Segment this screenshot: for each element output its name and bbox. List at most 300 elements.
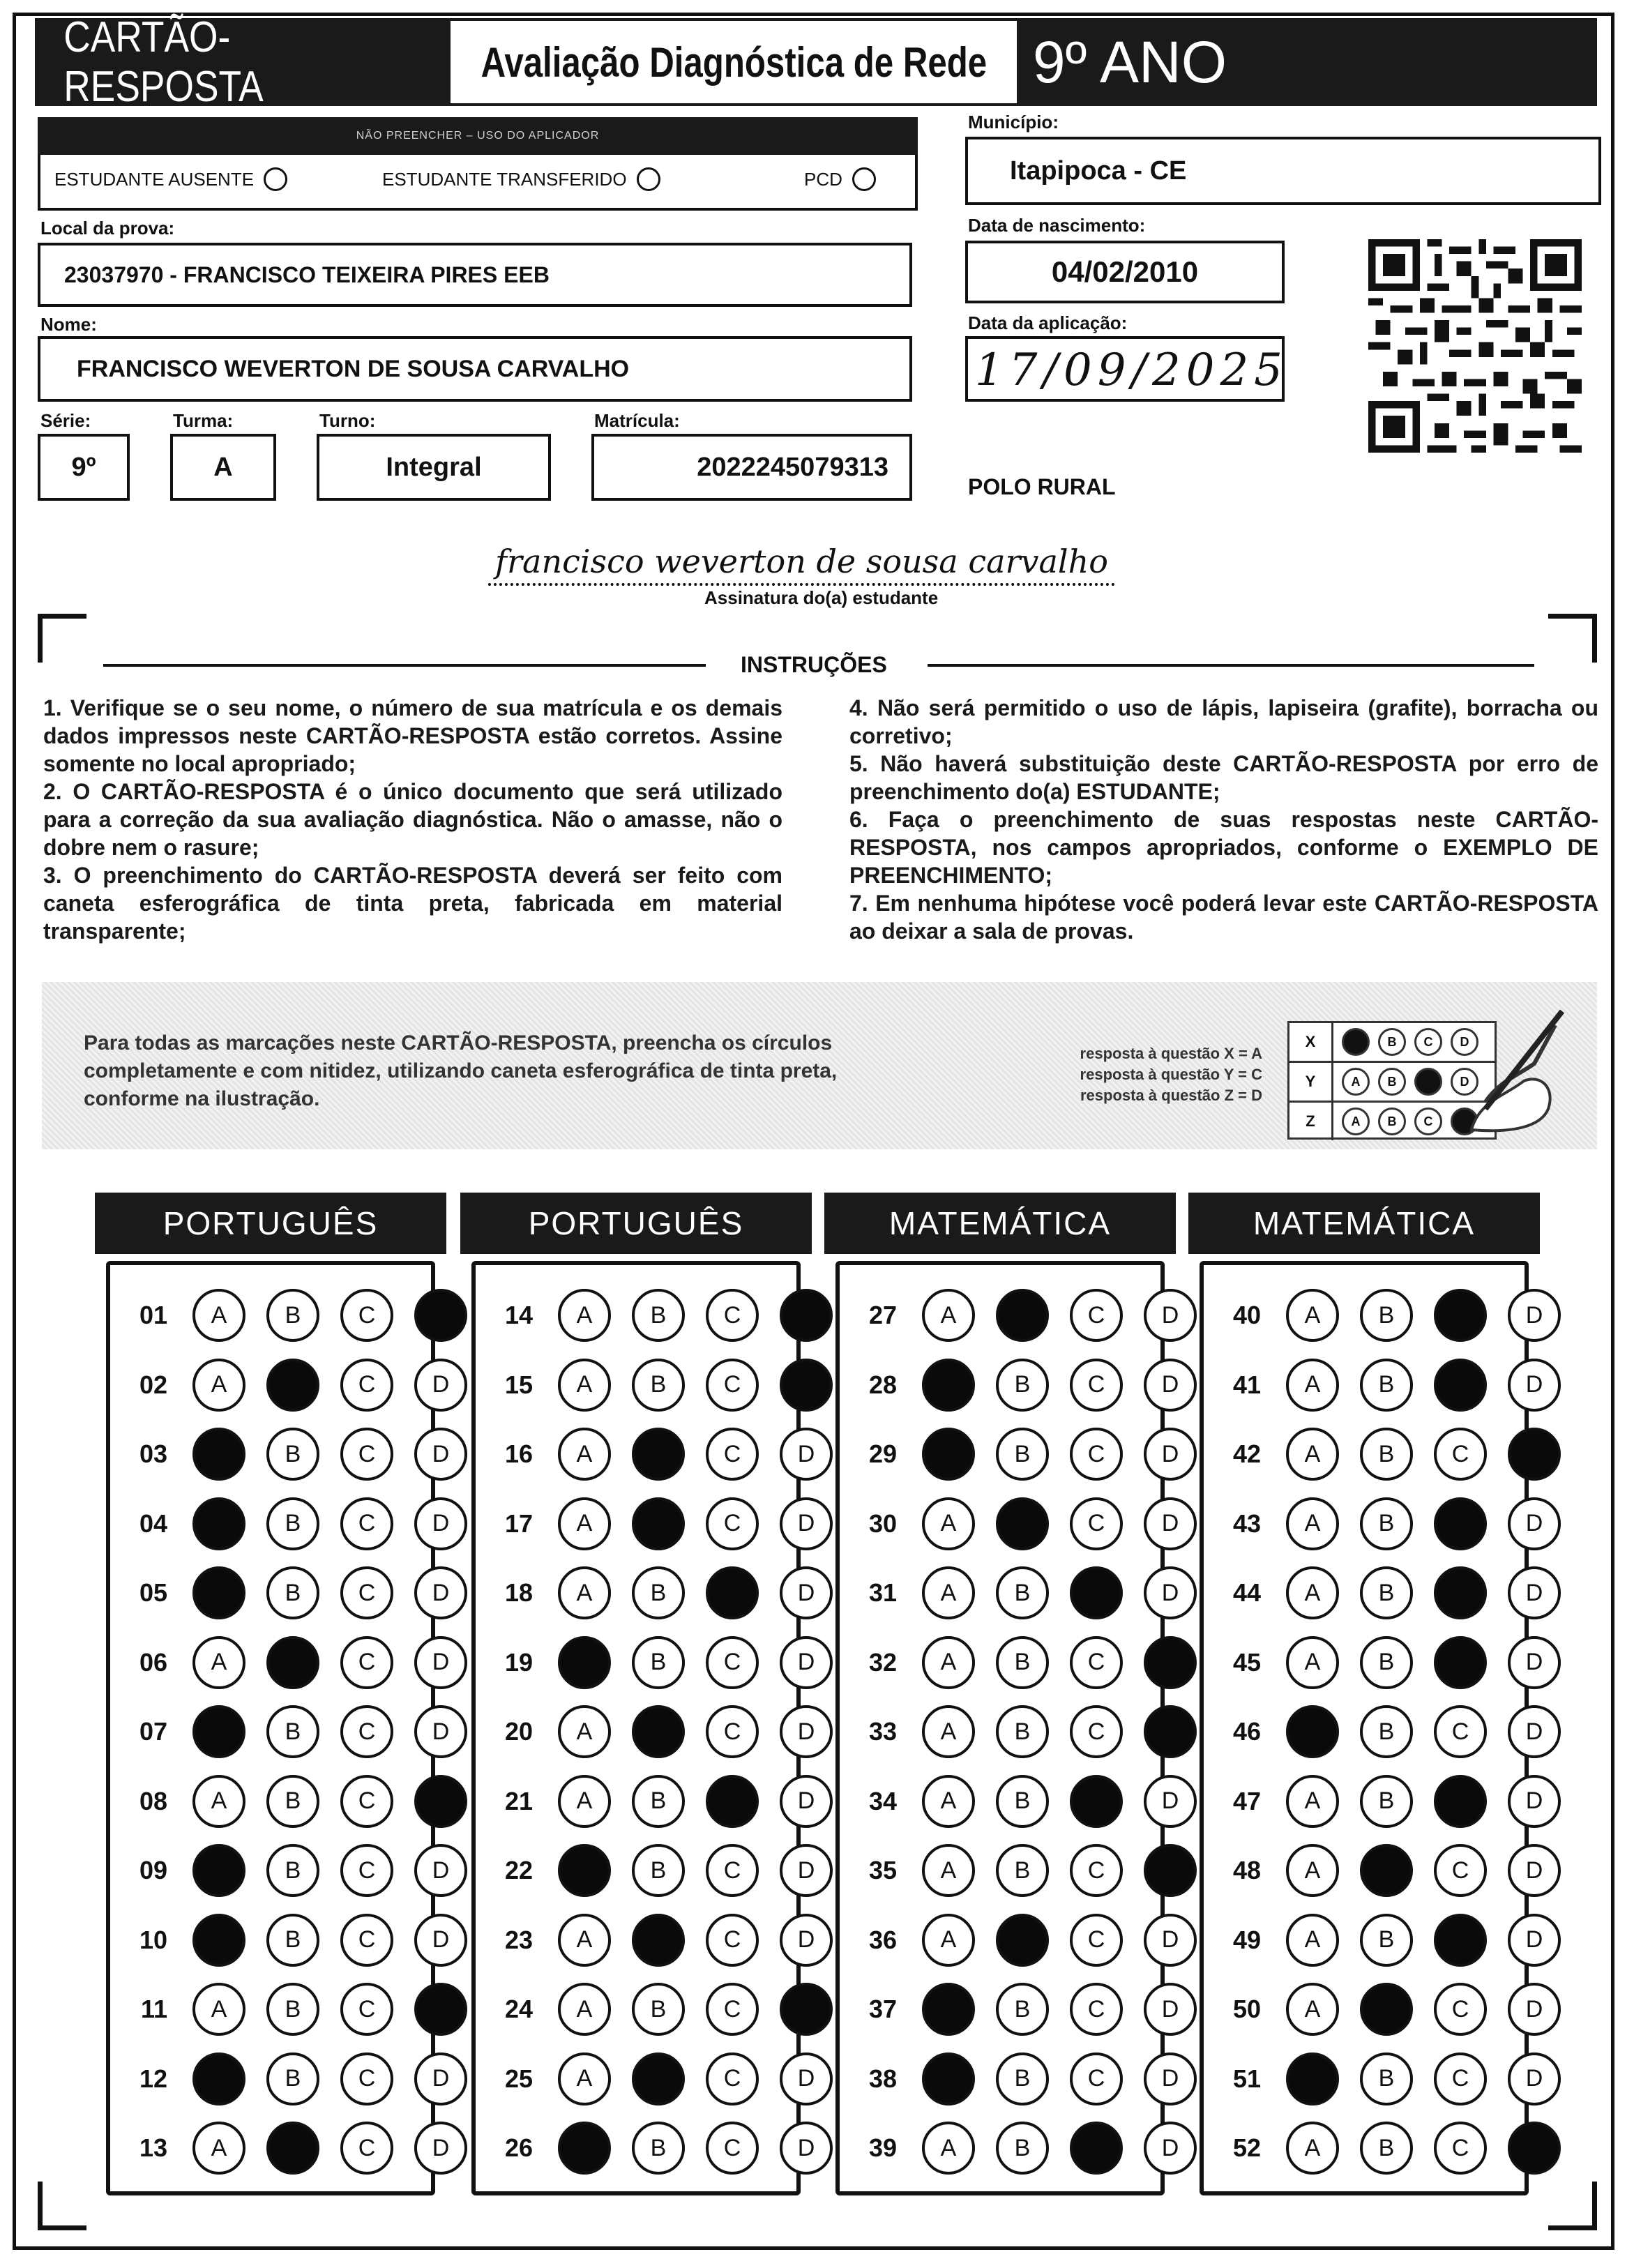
answer-bubble[interactable] — [414, 1289, 467, 1342]
answer-bubble[interactable] — [1070, 1566, 1123, 1619]
answer-bubble[interactable] — [1508, 1428, 1561, 1481]
answer-bubble[interactable] — [414, 1775, 467, 1828]
question-number: 26 — [504, 2133, 533, 2162]
answer-bubble[interactable]: B — [996, 1428, 1049, 1481]
question-row — [1204, 1841, 1561, 1900]
question-row — [110, 2050, 467, 2108]
answer-bubble[interactable] — [632, 1497, 685, 1550]
answer-bubble[interactable]: B — [632, 1775, 685, 1828]
instructions-right — [849, 694, 1598, 945]
answer-bubble[interactable]: C — [1070, 1359, 1123, 1412]
answer-bubble[interactable]: D — [780, 2052, 833, 2106]
answer-bubble[interactable] — [192, 1428, 245, 1481]
question-number: 09 — [139, 1856, 167, 1884]
answer-bubble[interactable]: C — [1070, 1983, 1123, 2036]
absent-circle[interactable] — [264, 167, 287, 191]
answer-bubble[interactable]: A — [558, 1914, 611, 1967]
question-number: 10 — [139, 1925, 167, 1954]
answer-bubble[interactable]: C — [340, 1428, 393, 1481]
answer-bubble[interactable]: C — [706, 2052, 759, 2106]
answer-bubble[interactable]: A — [192, 1775, 245, 1828]
answer-bubble[interactable]: C — [706, 1914, 759, 1967]
answer-bubble[interactable]: B — [632, 1636, 685, 1689]
question-row — [110, 1286, 467, 1345]
answer-bubble[interactable]: A — [1286, 1983, 1339, 2036]
answer-bubble[interactable]: B — [266, 1497, 319, 1550]
answer-bubble[interactable]: B — [1360, 1636, 1413, 1689]
serie-field: 9º — [38, 434, 130, 501]
answer-bubble[interactable]: A — [922, 1705, 975, 1758]
answer-bubble[interactable]: A — [558, 1497, 611, 1550]
applicator-only-bar: NÃO PREENCHER – USO DO APLICADOR — [38, 117, 918, 155]
question-number: 06 — [139, 1647, 167, 1677]
answer-bubble[interactable]: C — [706, 1359, 759, 1412]
answer-bubble[interactable] — [1434, 1497, 1487, 1550]
answer-bubble[interactable]: D — [414, 1359, 467, 1412]
example-bubble: C — [1414, 1028, 1442, 1056]
answer-bubble[interactable]: B — [1360, 1914, 1413, 1967]
answer-bubble[interactable]: C — [706, 1428, 759, 1481]
answer-bubble[interactable]: B — [1360, 1359, 1413, 1412]
transferred-circle[interactable] — [637, 167, 660, 191]
answer-bubble[interactable] — [1144, 1844, 1197, 1897]
answer-bubble[interactable]: B — [996, 1844, 1049, 1897]
answer-bubble[interactable]: C — [706, 1636, 759, 1689]
answer-bubble[interactable]: D — [1144, 1289, 1197, 1342]
answer-bubble[interactable] — [1360, 1983, 1413, 2036]
answer-bubble[interactable]: D — [414, 1705, 467, 1758]
answer-bubble[interactable]: C — [1070, 1844, 1123, 1897]
answer-bubble[interactable]: A — [922, 1775, 975, 1828]
answer-bubble[interactable]: B — [266, 1983, 319, 2036]
question-row — [1204, 1633, 1561, 1692]
answer-bubble[interactable] — [1508, 2122, 1561, 2175]
answer-bubble[interactable] — [632, 1705, 685, 1758]
answer-bubble[interactable]: A — [558, 2052, 611, 2106]
answer-bubble[interactable]: C — [1434, 2052, 1487, 2106]
answer-bubble[interactable]: C — [340, 1289, 393, 1342]
legend-y: resposta à questão Y = C — [1080, 1066, 1262, 1083]
answer-bubble[interactable]: A — [558, 1983, 611, 2036]
aplicacao-handwritten: 17/09/2025 — [975, 345, 1288, 396]
answer-bubble[interactable]: D — [780, 1428, 833, 1481]
answer-bubble[interactable]: C — [340, 1705, 393, 1758]
corner-bottom-left — [38, 2182, 86, 2230]
answer-bubble[interactable]: C — [1070, 1289, 1123, 1342]
question-number: 32 — [868, 1647, 897, 1677]
answer-bubble[interactable] — [780, 1289, 833, 1342]
answer-bubble[interactable] — [558, 1844, 611, 1897]
answer-bubble[interactable]: D — [1144, 2052, 1197, 2106]
question-row — [840, 1633, 1197, 1692]
answer-bubble[interactable]: C — [1070, 1636, 1123, 1689]
question-number: 48 — [1232, 1856, 1261, 1884]
answer-bubble[interactable]: A — [192, 2122, 245, 2175]
answer-bubble[interactable] — [558, 2122, 611, 2175]
answer-bubble[interactable]: B — [632, 1289, 685, 1342]
answer-bubble[interactable]: B — [1360, 1497, 1413, 1550]
answer-bubble[interactable] — [996, 1914, 1049, 1967]
local-label: Local da prova: — [40, 218, 175, 239]
question-row — [110, 1356, 467, 1414]
answer-bubble[interactable]: C — [340, 1983, 393, 2036]
question-number: 47 — [1232, 1786, 1261, 1815]
question-row — [110, 1633, 467, 1692]
question-number: 18 — [504, 1578, 533, 1607]
question-row — [1204, 1495, 1561, 1553]
answer-bubble[interactable] — [706, 1566, 759, 1619]
answer-bubble[interactable]: D — [1144, 1983, 1197, 2036]
answer-bubble[interactable]: B — [1360, 2122, 1413, 2175]
answer-bubble[interactable] — [266, 2122, 319, 2175]
answer-bubble[interactable]: C — [706, 1289, 759, 1342]
question-row — [1204, 1564, 1561, 1622]
answer-bubble[interactable] — [1286, 1705, 1339, 1758]
answer-bubble[interactable]: A — [1286, 1914, 1339, 1967]
answer-bubble[interactable]: D — [1508, 1289, 1561, 1342]
answer-column — [471, 1261, 815, 2195]
answer-bubble[interactable]: A — [192, 1359, 245, 1412]
answer-bubble[interactable] — [1360, 1844, 1413, 1897]
question-row — [476, 1980, 833, 2039]
answer-bubble[interactable]: C — [706, 2122, 759, 2175]
answer-bubble[interactable]: B — [996, 1566, 1049, 1619]
question-row — [110, 1702, 467, 1761]
answer-bubble[interactable] — [192, 1566, 245, 1619]
answer-bubble[interactable]: A — [922, 1566, 975, 1619]
question-number: 45 — [1232, 1647, 1261, 1677]
question-number: 11 — [140, 1995, 167, 2023]
answer-bubble[interactable]: B — [632, 1359, 685, 1412]
example-legend — [997, 1043, 1262, 1106]
answer-bubble[interactable] — [1434, 1289, 1487, 1342]
example-bubble — [1414, 1068, 1442, 1096]
answer-bubble[interactable] — [1144, 1636, 1197, 1689]
answer-bubble[interactable]: D — [780, 1775, 833, 1828]
pcd-option[interactable] — [804, 167, 876, 191]
answer-bubble[interactable]: C — [706, 1497, 759, 1550]
answer-bubble[interactable]: B — [1360, 1566, 1413, 1619]
turno-label: Turno: — [319, 410, 376, 431]
answer-bubble[interactable]: B — [1360, 1705, 1413, 1758]
answer-bubble[interactable] — [632, 1914, 685, 1967]
answer-bubble[interactable] — [192, 1705, 245, 1758]
answer-bubble[interactable]: B — [996, 1775, 1049, 1828]
answer-bubble[interactable]: C — [1434, 1844, 1487, 1897]
answer-bubble[interactable]: D — [1508, 2052, 1561, 2106]
answer-bubble[interactable]: C — [1434, 1428, 1487, 1481]
question-number: 38 — [868, 2064, 897, 2093]
example-bubble: B — [1378, 1107, 1406, 1135]
answer-bubble[interactable]: A — [1286, 1428, 1339, 1481]
answer-bubble[interactable] — [1070, 2122, 1123, 2175]
answer-bubble[interactable]: D — [414, 1497, 467, 1550]
answer-bubble[interactable]: A — [558, 1705, 611, 1758]
answer-bubble[interactable]: B — [996, 2052, 1049, 2106]
answer-bubble[interactable]: D — [1144, 1428, 1197, 1481]
question-number: 20 — [504, 1717, 533, 1746]
answer-bubble[interactable]: D — [780, 2122, 833, 2175]
answer-bubble[interactable]: D — [1508, 1844, 1561, 1897]
question-number: 46 — [1232, 1717, 1261, 1746]
question-number: 33 — [868, 1717, 897, 1746]
answer-bubble[interactable]: A — [1286, 1359, 1339, 1412]
answer-bubble[interactable]: C — [1434, 2122, 1487, 2175]
question-row — [476, 1495, 833, 1553]
absent-option[interactable] — [54, 167, 287, 191]
answer-bubble[interactable]: D — [414, 2122, 467, 2175]
answer-bubble[interactable]: C — [340, 1566, 393, 1619]
answer-bubble[interactable]: D — [780, 1636, 833, 1689]
question-row — [1204, 1356, 1561, 1414]
question-number: 16 — [504, 1439, 533, 1468]
answer-bubble[interactable]: C — [1070, 1497, 1123, 1550]
answer-bubble[interactable]: B — [266, 2052, 319, 2106]
answer-bubble[interactable]: D — [1144, 1497, 1197, 1550]
answer-bubble[interactable]: D — [1508, 1705, 1561, 1758]
question-number: 52 — [1232, 2133, 1261, 2162]
answer-column — [835, 1261, 1179, 2195]
answer-bubble[interactable]: B — [996, 1636, 1049, 1689]
answer-bubble[interactable]: B — [266, 1775, 319, 1828]
question-row — [110, 1980, 467, 2039]
answer-bubble[interactable]: D — [1508, 1497, 1561, 1550]
answer-bubble[interactable]: A — [558, 1566, 611, 1619]
answer-bubble[interactable]: C — [706, 1844, 759, 1897]
answer-bubble[interactable]: B — [266, 1428, 319, 1481]
question-number: 03 — [139, 1439, 167, 1468]
answer-bubble[interactable]: A — [922, 1289, 975, 1342]
answer-bubble[interactable]: C — [340, 2122, 393, 2175]
answer-bubble[interactable]: D — [1508, 1566, 1561, 1619]
card-title: CARTÃO-RESPOSTA — [63, 13, 264, 111]
answer-bubble[interactable]: B — [266, 1289, 319, 1342]
corner-top-right — [1548, 614, 1597, 663]
instruction-7: 7. Em nenhuma hipótese você poderá levar este CARTÃO-RESPOSTA ao deixar a sala de provas. — [849, 891, 1598, 944]
answer-bubble[interactable]: C — [340, 1497, 393, 1550]
example-row-key: Z — [1289, 1103, 1333, 1140]
answer-bubble[interactable] — [1070, 1775, 1123, 1828]
example-text: Para todas as marcações neste CARTÃO-RESPOSTA, preencha os círculos completamente e com nitidez, utilizando caneta esferográfica de tinta preta, conforme na ilustração. — [84, 1031, 838, 1110]
question-row — [840, 2119, 1197, 2177]
instructions-title: INSTRUÇÕES — [741, 652, 887, 677]
answer-bubble[interactable]: A — [922, 1497, 975, 1550]
transferred-option[interactable] — [382, 167, 660, 191]
answer-bubble[interactable]: D — [1508, 1775, 1561, 1828]
answer-bubble[interactable] — [192, 2052, 245, 2106]
answer-bubble[interactable] — [266, 1359, 319, 1412]
answer-bubble[interactable] — [632, 2052, 685, 2106]
answer-bubble[interactable]: A — [1286, 1636, 1339, 1689]
answer-bubble[interactable]: B — [1360, 1428, 1413, 1481]
answer-bubble[interactable]: A — [192, 1289, 245, 1342]
question-row — [840, 1564, 1197, 1622]
answer-bubble[interactable]: A — [1286, 2122, 1339, 2175]
answer-bubble[interactable]: A — [558, 1289, 611, 1342]
answer-bubble[interactable]: B — [266, 1914, 319, 1967]
student-signature: francisco weverton de sousa carvalho — [488, 543, 1115, 586]
column-header: MATEMÁTICA — [1188, 1193, 1540, 1254]
answer-bubble[interactable]: D — [780, 1566, 833, 1619]
answer-bubble[interactable]: D — [414, 1844, 467, 1897]
answer-bubble[interactable]: B — [266, 1705, 319, 1758]
answer-bubble[interactable] — [780, 1359, 833, 1412]
question-number: 07 — [139, 1717, 167, 1746]
answer-bubble[interactable] — [922, 1359, 975, 1412]
answer-bubble[interactable]: A — [922, 1914, 975, 1967]
answer-column — [106, 1261, 450, 2195]
answer-bubble[interactable]: B — [996, 1983, 1049, 2036]
answer-bubble[interactable] — [1434, 1914, 1487, 1967]
question-row — [1204, 1911, 1561, 1970]
answer-bubble[interactable]: B — [1360, 1289, 1413, 1342]
answer-bubble[interactable]: C — [340, 1636, 393, 1689]
answer-bubble[interactable] — [1434, 1566, 1487, 1619]
answer-bubble[interactable]: C — [1070, 1914, 1123, 1967]
answer-bubble[interactable]: C — [1070, 1428, 1123, 1481]
question-row — [840, 1841, 1197, 1900]
answer-bubble[interactable]: D — [780, 1497, 833, 1550]
answer-bubble[interactable]: B — [266, 1844, 319, 1897]
answer-bubble[interactable]: D — [1144, 1775, 1197, 1828]
answer-bubble[interactable] — [266, 1636, 319, 1689]
answer-bubble[interactable] — [414, 1983, 467, 2036]
answer-bubble[interactable]: B — [632, 1983, 685, 2036]
answer-bubble[interactable]: C — [340, 2052, 393, 2106]
answer-bubble[interactable] — [1434, 1775, 1487, 1828]
answer-bubble[interactable]: A — [1286, 1289, 1339, 1342]
answer-bubble[interactable]: C — [1070, 1705, 1123, 1758]
answer-bubble[interactable]: B — [996, 2122, 1049, 2175]
question-row — [476, 1425, 833, 1483]
answer-bubble[interactable] — [1434, 1359, 1487, 1412]
answer-bubble[interactable] — [922, 1428, 975, 1481]
question-number: 24 — [504, 1995, 533, 2023]
pcd-circle[interactable] — [852, 167, 876, 191]
answer-bubble[interactable]: D — [1144, 1914, 1197, 1967]
answer-bubble[interactable] — [706, 1775, 759, 1828]
question-row — [1204, 1286, 1561, 1345]
answer-bubble[interactable]: D — [1144, 1359, 1197, 1412]
answer-bubble[interactable] — [780, 1983, 833, 2036]
answer-bubble[interactable]: D — [414, 1428, 467, 1481]
example-row-key: X — [1289, 1023, 1333, 1061]
nascimento-label: Data de nascimento: — [968, 215, 1146, 236]
question-number: 12 — [139, 2064, 167, 2093]
question-number: 34 — [868, 1786, 897, 1815]
answer-bubble[interactable]: C — [706, 1983, 759, 2036]
answer-bubble[interactable]: D — [414, 1914, 467, 1967]
question-number: 36 — [868, 1925, 897, 1954]
instruction-6: 6. Faça o preenchimento de suas respostas neste CARTÃO-RESPOSTA, nos campos apropriados, conforme o EXEMPLO DE PREENCHIMENTO; — [849, 807, 1598, 888]
answer-bubble[interactable] — [192, 1497, 245, 1550]
answer-bubble[interactable]: C — [340, 1914, 393, 1967]
question-row — [1204, 1702, 1561, 1761]
answer-bubble[interactable]: A — [922, 1844, 975, 1897]
answer-bubble[interactable]: B — [996, 1705, 1049, 1758]
answer-bubble[interactable]: D — [780, 1914, 833, 1967]
answer-bubble[interactable] — [192, 1844, 245, 1897]
answer-bubble[interactable] — [1286, 2052, 1339, 2106]
answer-bubble[interactable] — [996, 1497, 1049, 1550]
answer-bubble[interactable]: D — [414, 1566, 467, 1619]
answer-bubble[interactable]: A — [922, 1636, 975, 1689]
example-bubble: C — [1414, 1107, 1442, 1135]
answer-bubble[interactable]: B — [1360, 2052, 1413, 2106]
answer-bubble[interactable] — [922, 1983, 975, 2036]
answer-bubble[interactable] — [558, 1636, 611, 1689]
answer-bubble[interactable]: B — [996, 1359, 1049, 1412]
answer-bubble[interactable] — [996, 1289, 1049, 1342]
question-row — [840, 1911, 1197, 1970]
corner-top-left — [38, 614, 86, 663]
question-row — [476, 1911, 833, 1970]
question-number: 31 — [868, 1578, 897, 1607]
answer-bubble[interactable]: C — [340, 1359, 393, 1412]
answer-bubble[interactable]: D — [414, 2052, 467, 2106]
column-header: MATEMÁTICA — [824, 1193, 1176, 1254]
answer-bubble[interactable] — [632, 1428, 685, 1481]
answer-bubble[interactable]: C — [1434, 1705, 1487, 1758]
question-number: 22 — [504, 1856, 533, 1884]
answer-bubble[interactable]: A — [558, 1428, 611, 1481]
answer-bubble[interactable] — [192, 1914, 245, 1967]
answer-bubble[interactable]: B — [632, 2122, 685, 2175]
answer-bubble[interactable]: B — [632, 1566, 685, 1619]
answer-bubble[interactable]: D — [780, 1705, 833, 1758]
answer-bubble[interactable]: C — [340, 1844, 393, 1897]
answer-bubble[interactable]: C — [1434, 1983, 1487, 2036]
question-number: 50 — [1232, 1995, 1261, 2023]
answer-bubble[interactable]: A — [1286, 1566, 1339, 1619]
answer-bubble[interactable]: D — [1144, 1566, 1197, 1619]
answer-bubble[interactable]: D — [1508, 1983, 1561, 2036]
answer-bubble[interactable]: B — [632, 1844, 685, 1897]
answer-bubble[interactable]: A — [558, 1775, 611, 1828]
answer-bubble[interactable] — [1434, 1636, 1487, 1689]
answer-bubble[interactable]: D — [1508, 1636, 1561, 1689]
question-row — [110, 1564, 467, 1622]
answer-bubble[interactable]: C — [340, 1775, 393, 1828]
answer-bubble[interactable]: D — [414, 1636, 467, 1689]
answer-bubble[interactable] — [1144, 1705, 1197, 1758]
question-number: 51 — [1232, 2064, 1261, 2093]
nascimento-field: 04/02/2010 — [965, 241, 1285, 303]
answer-bubble[interactable]: A — [192, 1636, 245, 1689]
answer-bubble[interactable] — [922, 2052, 975, 2106]
answer-bubble[interactable]: A — [558, 1359, 611, 1412]
answer-bubble[interactable]: A — [192, 1983, 245, 2036]
answer-bubble[interactable]: A — [1286, 1775, 1339, 1828]
question-number: 05 — [139, 1578, 167, 1607]
question-row — [110, 1495, 467, 1553]
answer-bubble[interactable]: D — [780, 1844, 833, 1897]
answer-bubble[interactable]: C — [706, 1705, 759, 1758]
transferred-label: ESTUDANTE TRANSFERIDO — [382, 168, 627, 190]
answer-bubble[interactable]: D — [1508, 1914, 1561, 1967]
answer-bubble[interactable]: B — [266, 1566, 319, 1619]
answer-bubble[interactable]: C — [1070, 2052, 1123, 2106]
answer-bubble[interactable]: A — [1286, 1497, 1339, 1550]
answer-bubble[interactable]: B — [1360, 1775, 1413, 1828]
answer-bubble[interactable]: D — [1144, 2122, 1197, 2175]
question-row — [110, 1841, 467, 1900]
question-row — [840, 1980, 1197, 2039]
instruction-4: 4. Não será permitido o uso de lápis, lapiseira (grafite), borracha ou corretivo; — [849, 695, 1598, 748]
answer-bubble[interactable]: A — [922, 2122, 975, 2175]
answer-bubble[interactable]: D — [1508, 1359, 1561, 1412]
answer-bubble[interactable]: A — [1286, 1844, 1339, 1897]
